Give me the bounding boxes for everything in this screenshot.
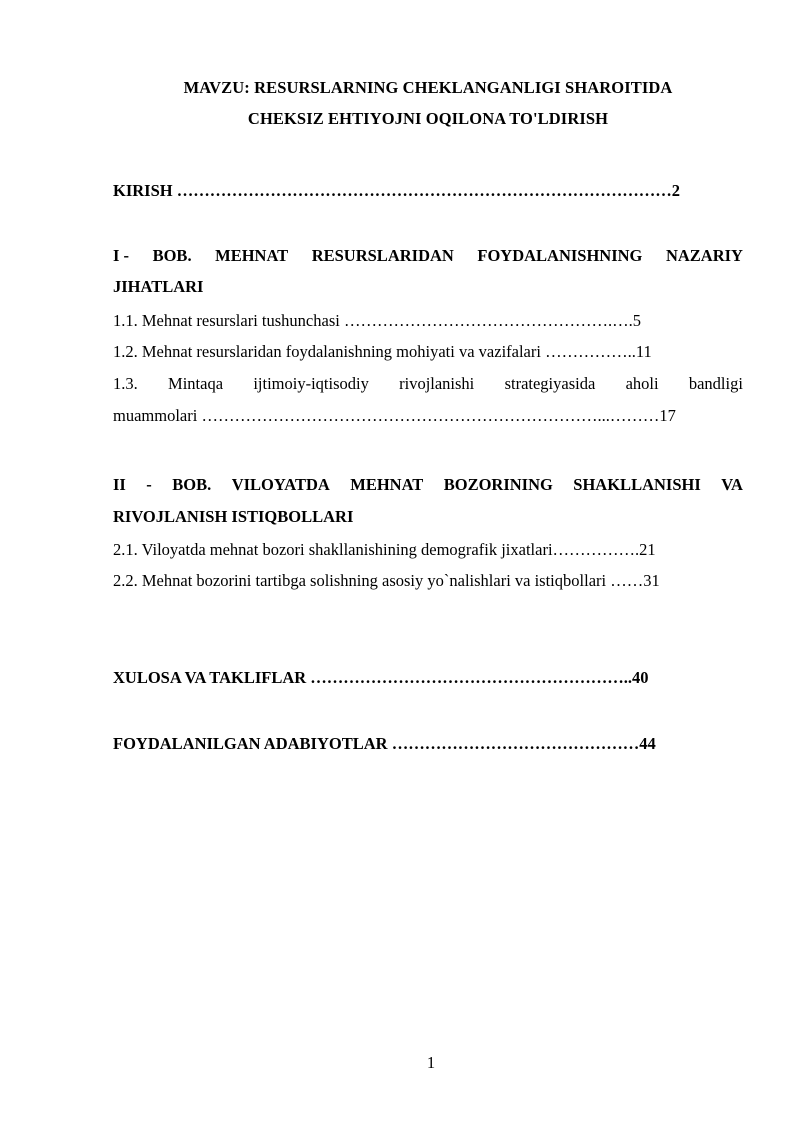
- heading-word: -: [146, 475, 152, 494]
- heading-word: VILOYATDA: [231, 475, 330, 494]
- entry-word: aholi: [625, 374, 659, 393]
- toc-entry-2-2: 2.2. Mehnat bozorini tartibga solishning asosiy yo`nalishlari va istiqbollari ……31: [113, 571, 660, 590]
- page-title-line-1: MAVZU: RESURSLARNING CHEKLANGANLIGI SHAROITIDA: [183, 78, 673, 97]
- heading-word: II: [113, 475, 126, 494]
- toc-entry-2-1: 2.1. Viloyatda mehnat bozori shakllanishining demografik jixatlari…………….21: [113, 540, 656, 559]
- toc-entry-xulosa: XULOSA VA TAKLIFLAR …………………………………………………..40: [113, 668, 649, 687]
- page-title-line-2: CHEKSIZ EHTIYOJNI OQILONA TO'LDIRISH: [247, 109, 609, 128]
- heading-word: BOB.: [172, 475, 212, 494]
- toc-entry-kirish: KIRISH ………………………………………………………………………………2: [113, 181, 680, 200]
- heading-word: FOYDALANISHNING: [477, 246, 643, 265]
- toc-entry-1-3-line-2: muammolari ………………………………………………………………...………17: [113, 406, 676, 425]
- toc-entry-1-1: 1.1. Mehnat resurslari tushunchasi ………………………………………….….5: [113, 311, 641, 330]
- heading-word: VA: [721, 475, 743, 494]
- entry-word: strategiyasida: [504, 374, 596, 393]
- entry-word: 1.3.: [113, 374, 138, 393]
- heading-word: MEHNAT: [215, 246, 289, 265]
- toc-chapter-1-heading: [113, 246, 743, 266]
- heading-word: SHAKLLANISHI: [573, 475, 701, 494]
- entry-word: ijtimoiy-iqtisodiy: [253, 374, 369, 393]
- heading-word: MEHNAT: [350, 475, 424, 494]
- heading-word: RESURSLARIDAN: [311, 246, 454, 265]
- entry-word: bandligi: [688, 374, 743, 393]
- entry-word: Mintaqa: [168, 374, 224, 393]
- heading-word: I -: [113, 246, 130, 265]
- page-number: 1: [426, 1053, 436, 1072]
- toc-entry-1-2: 1.2. Mehnat resurslaridan foydalanishning mohiyati va vazifalari ……………..11: [113, 342, 652, 361]
- toc-entry-1-3: [113, 374, 743, 394]
- entry-word: rivojlanishi: [399, 374, 475, 393]
- heading-word: BOZORINING: [443, 475, 553, 494]
- toc-entry-adabiyotlar: FOYDALANILGAN ADABIYOTLAR ………………………………………44: [113, 734, 656, 753]
- toc-chapter-2-heading: [113, 475, 743, 495]
- heading-word: BOB.: [152, 246, 192, 265]
- heading-word: NAZARIY: [665, 246, 743, 265]
- toc-chapter-1-heading-line-2: JIHATLARI: [113, 277, 204, 296]
- toc-chapter-2-heading-line-2: RIVOJLANISH ISTIQBOLLARI: [113, 507, 354, 526]
